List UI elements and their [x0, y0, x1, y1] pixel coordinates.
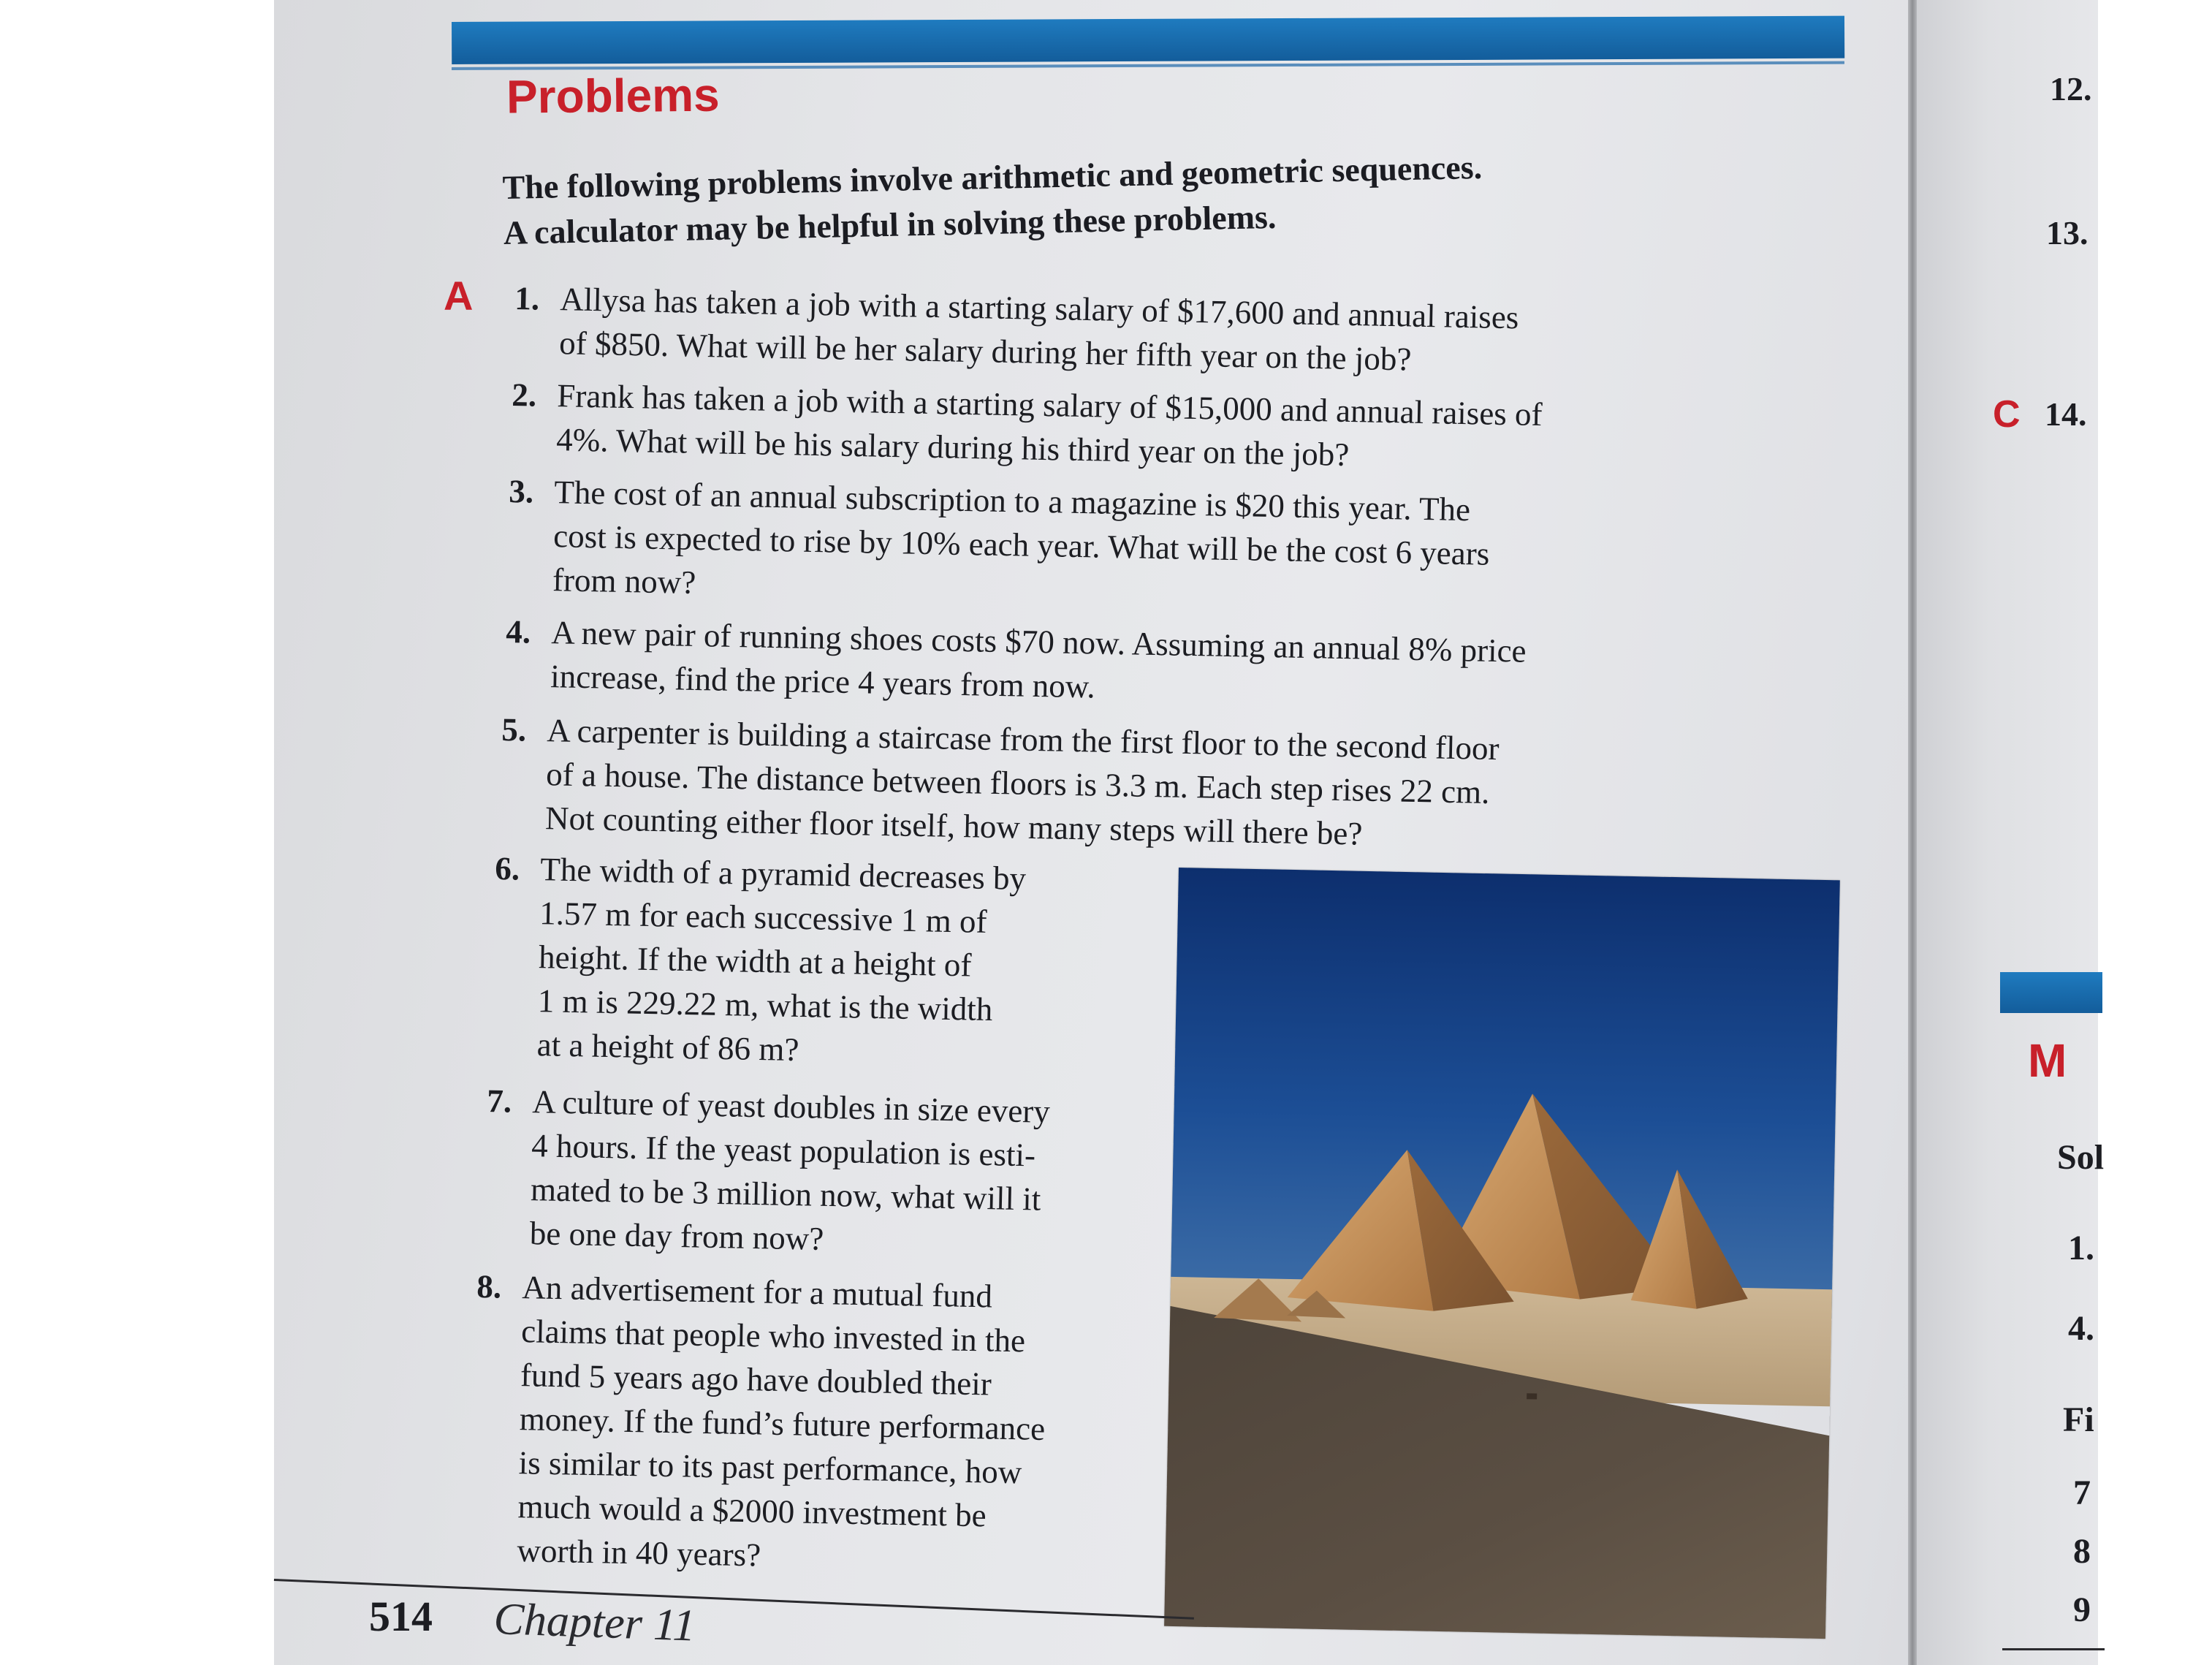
- problem-4: [505, 610, 1676, 720]
- problem-number: 6.: [494, 849, 520, 887]
- facing-text-fragment: 7: [2073, 1474, 2091, 1512]
- header-bar: [452, 16, 1844, 64]
- page-number: 514: [369, 1593, 433, 1640]
- problem-line: of $850. What will be her salary during her fifth year on the job?: [558, 325, 1412, 378]
- textbook-page: [274, 0, 1911, 1665]
- facing-problem-number: 12.: [2050, 70, 2092, 107]
- problem-line: cost is expected to rise by 10% each year. What will be the cost 6 years: [552, 517, 1490, 572]
- facing-problem-number: 14.: [2045, 395, 2087, 433]
- problem-line: 1 m is 229.22 m, what is the width: [537, 982, 993, 1028]
- facing-text-fragment: Sol: [2057, 1138, 2105, 1177]
- problem-line: of a house. The distance between floors is 3.3 m. Each step rises 22 cm.: [545, 756, 1490, 811]
- problem-line: fund 5 years ago have doubled their: [520, 1357, 992, 1403]
- problem-line: 4%. What will be his salary during his third year on the job?: [555, 421, 1350, 474]
- chapter-label: Chapter 11: [493, 1593, 696, 1651]
- problem-line: is similar to its past performance, how: [518, 1444, 1022, 1491]
- problem-line: money. If the fund’s future performance: [519, 1400, 1046, 1447]
- problem-line: height. If the width at a height of: [538, 938, 972, 984]
- book-photo: [274, 0, 2105, 1665]
- problem-line: at a height of 86 m?: [536, 1026, 799, 1069]
- problem-number: 7.: [486, 1082, 512, 1120]
- problem-number: 2.: [511, 376, 537, 414]
- problem-1: [514, 276, 1684, 387]
- problem-number: 1.: [514, 279, 540, 317]
- problem-7: [484, 1079, 1144, 1267]
- facing-text-fragment: 8: [2073, 1532, 2091, 1571]
- problem-2: [511, 373, 1681, 483]
- problem-line: 4 hours. If the yeast population is esti-: [531, 1127, 1036, 1174]
- problem-line: A carpenter is building a staircase from the first floor to the second floor: [546, 712, 1500, 767]
- facing-text-fragment: 9: [2073, 1590, 2091, 1629]
- facing-footer-rule: [2002, 1648, 2105, 1650]
- problem-line: worth in 40 years?: [517, 1532, 761, 1574]
- intro-text: [502, 143, 1570, 256]
- pyramids-photo: [1164, 868, 1840, 1639]
- problem-line: Not counting either floor itself, how many steps will there be?: [544, 800, 1363, 852]
- section-letter-c: C: [1993, 393, 2021, 436]
- facing-header-bar: [2000, 972, 2102, 1013]
- camel-silhouette: [1527, 1393, 1537, 1399]
- problem-line: from now?: [552, 561, 696, 601]
- problem-number: 5.: [501, 710, 527, 748]
- problem-line: 1.57 m for each successive 1 m of: [539, 895, 987, 940]
- problem-line: A culture of yeast doubles in size every: [531, 1083, 1051, 1130]
- problem-8: [471, 1264, 1135, 1584]
- facing-text-fragment: 1.: [2068, 1229, 2094, 1267]
- facing-heading-fragment: M: [2028, 1034, 2067, 1087]
- problem-line: An advertisement for a mutual fund: [521, 1269, 993, 1315]
- problem-line: increase, find the price 4 years from now.: [550, 658, 1096, 705]
- book-gutter: [1908, 0, 1917, 1665]
- problem-line: be one day from now?: [529, 1215, 824, 1257]
- problem-line: The width of a pyramid decreases by: [539, 851, 1027, 897]
- problem-line: A new pair of running shoes costs $70 now. Assuming an annual 8% price: [550, 614, 1527, 670]
- problem-line: Allysa has taken a job with a starting salary of $17,600 and annual raises: [559, 281, 1519, 336]
- facing-text-fragment: 4.: [2068, 1309, 2094, 1348]
- problem-6: [491, 846, 1153, 1078]
- section-heading: Problems: [506, 68, 721, 124]
- intro-line: The following problems involve arithmetic and geometric sequences.: [502, 148, 1483, 206]
- problem-line: claims that people who invested in the: [520, 1313, 1026, 1359]
- problem-line: Frank has taken a job with a starting salary of $15,000 and annual raises of: [556, 377, 1543, 433]
- problem-number: 3.: [508, 472, 534, 510]
- facing-problem-number: 13.: [2046, 214, 2089, 251]
- problem-line: mated to be 3 million now, what will it: [530, 1171, 1041, 1218]
- problem-3: [507, 469, 1679, 623]
- intro-line: A calculator may be helpful in solving these problems.: [503, 197, 1277, 251]
- problem-line: much would a $2000 investment be: [517, 1488, 987, 1534]
- problem-number: 8.: [476, 1267, 502, 1305]
- section-letter-a: A: [444, 273, 474, 319]
- facing-text-fragment: Fi: [2063, 1400, 2094, 1439]
- problem-line: The cost of an annual subscription to a magazine is $20 this year. The: [553, 474, 1471, 528]
- problem-5: [500, 708, 1671, 862]
- problem-number: 4.: [505, 612, 531, 651]
